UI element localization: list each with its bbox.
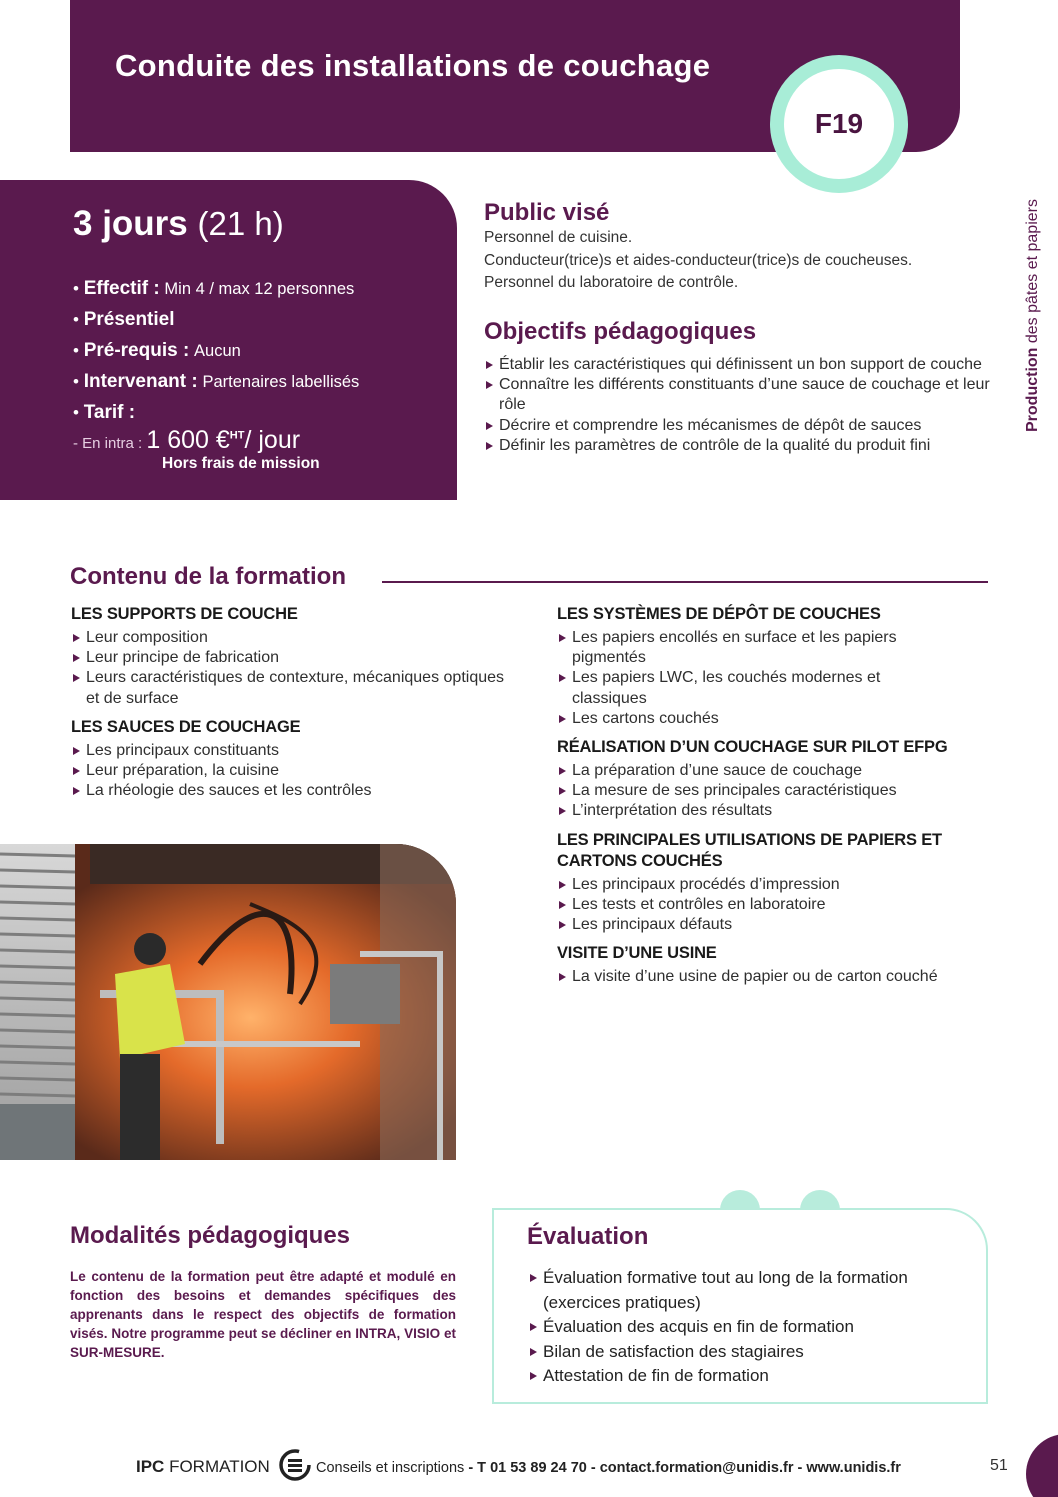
contenu-item: Les principaux procédés d’impression (557, 875, 992, 895)
contenu-item: La préparation d’une sauce de couchage (557, 761, 992, 781)
contenu-heading: RÉALISATION D’UN COUCHAGE SUR PILOT EFPG (557, 738, 948, 757)
contenu-block (557, 737, 992, 822)
info-prerequis: • Pré-requis : Aucun (73, 340, 241, 361)
contenu-heading: VISITE D’UNE USINE (557, 944, 717, 963)
contenu-item: Les tests et contrôles en laboratoire (557, 895, 992, 915)
contenu-item: Leurs caractéristiques de contexture, mécaniques optiques et de surface (71, 668, 511, 708)
ipc-logo-icon (278, 1448, 312, 1482)
side-label-rest: des pâtes et papiers (1024, 199, 1041, 348)
contenu-list (557, 761, 992, 822)
course-code-badge (770, 55, 908, 193)
duration-hours: (21 h) (197, 205, 284, 242)
price-value: 1 600 € (146, 426, 230, 454)
contenu-block (71, 717, 511, 802)
contenu-item: Leur composition (71, 628, 511, 648)
objectif-item: Connaître les différents constituants d’une sauce de couchage et leur rôle (484, 375, 994, 415)
evaluation-item: Évaluation formative tout au long de la formation (exercices pratiques) (526, 1266, 966, 1315)
contenu-heading: LES SAUCES DE COUCHAGE (71, 717, 301, 736)
contenu-item: Les papiers encollés en surface et les papiers pigmentés (557, 628, 957, 668)
price-unit: / jour (244, 426, 301, 454)
public-text (484, 227, 912, 295)
evaluation-item: Bilan de satisfaction des stagiaires (526, 1340, 966, 1365)
objectifs-title: Objectifs pédagogiques (484, 318, 757, 345)
contenu-block (557, 830, 992, 936)
duration-days: 3 jours (73, 204, 188, 243)
contenu-heading: LES PRINCIPALES UTILISATIONS DE PAPIERS ET CARTONS COUCHÉS (557, 830, 942, 870)
public-title: Public visé (484, 199, 610, 226)
contenu-item: La visite d’une usine de papier ou de carton couché (557, 967, 992, 987)
factory-photo (0, 844, 456, 1160)
effectif-value: Min 4 / max 12 personnes (164, 280, 355, 298)
contenu-item: Les principaux constituants (71, 741, 511, 761)
intervenant-value: Partenaires labellisés (202, 373, 360, 391)
tarif-label: Tarif : (83, 402, 136, 423)
contenu-left-column (71, 604, 511, 809)
contenu-heading: LES SYSTÈMES DE DÉPÔT DE COUCHES (557, 605, 881, 623)
intra-price-row (73, 426, 300, 455)
objectif-item: Décrire et comprendre les mécanismes de dépôt de sauces (484, 416, 994, 436)
contenu-item: Les cartons couchés (557, 709, 957, 729)
contenu-item: La mesure de ses principales caractéristiques (557, 781, 992, 801)
contenu-divider (382, 581, 988, 583)
info-effectif: • Effectif : Min 4 / max 12 personnes (73, 278, 355, 299)
brand-bold: IPC (136, 1457, 165, 1476)
contenu-item: Leur préparation, la cuisine (71, 761, 511, 781)
contact-details: - T 01 53 89 24 70 - contact.formation@unidis.fr - www.unidis.fr (468, 1460, 901, 1476)
prerequis-label: Pré-requis : (83, 340, 190, 361)
footer (0, 1446, 1058, 1486)
prerequis-value: Aucun (194, 342, 241, 360)
contenu-item: L’interprétation des résultats (557, 801, 992, 821)
modalites-text: Le contenu de la formation peut être adapté et modulé en fonction des besoins et demandes spécifiques des apprenants dans le respect des objectifs de formation visés. Notre programme peut se décliner en INTRA, VISIO et SUR-MESURE. (70, 1269, 456, 1360)
info-tarif: • Tarif : (73, 402, 136, 423)
duration (73, 204, 284, 244)
objectifs-list (484, 355, 994, 456)
contenu-right-column (557, 604, 992, 995)
public-line: Conducteur(trice)s et aides-conducteur(trice)s de coucheuses. (484, 251, 913, 269)
evaluation-title: Évaluation (527, 1223, 649, 1250)
info-box (0, 180, 457, 500)
presentiel-label: Présentiel (83, 309, 175, 330)
contact-prefix: Conseils et inscriptions (316, 1460, 465, 1476)
page-title: Conduite des installations de couchage (115, 48, 711, 83)
factory-photo-illustration (0, 844, 456, 1160)
contenu-heading: LES SUPPORTS DE COUCHE (71, 605, 298, 623)
side-label-bold: Production (1024, 347, 1041, 432)
contenu-title: Contenu de la formation (70, 563, 346, 590)
objectif-item: Définir les paramètres de contrôle de la qualité du produit fini (484, 436, 994, 456)
info-presentiel: • Présentiel (73, 309, 175, 330)
intervenant-label: Intervenant : (83, 371, 198, 392)
contenu-item: La rhéologie des sauces et les contrôles (71, 781, 511, 801)
contenu-list (557, 628, 957, 729)
contenu-item: Les papiers LWC, les couchés modernes et classiques (557, 668, 917, 708)
modalites-title: Modalités pédagogiques (70, 1222, 351, 1249)
intra-label: - En intra : (73, 435, 143, 452)
effectif-label: Effectif : (83, 278, 160, 299)
contenu-item: Leur principe de fabrication (71, 648, 511, 668)
contenu-list (557, 967, 992, 987)
contenu-item: Les principaux défauts (557, 915, 992, 935)
public-line: Personnel de cuisine. (484, 229, 633, 246)
contenu-list (71, 628, 511, 709)
evaluation-item: Attestation de fin de formation (526, 1364, 966, 1389)
evaluation-list (526, 1266, 966, 1389)
contenu-block (557, 604, 992, 729)
info-list (73, 276, 359, 431)
contenu-block (71, 604, 511, 709)
contenu-list (557, 875, 992, 936)
price (146, 426, 300, 454)
price-sup: HT (229, 429, 245, 442)
evaluation-item: Évaluation des acquis en fin de formation (526, 1315, 966, 1340)
brand-rest: FORMATION (169, 1457, 270, 1476)
contenu-block (557, 943, 992, 987)
section-side-label (1024, 142, 1042, 432)
objectif-item: Établir les caractéristiques qui définissent un bon support de couche (484, 355, 994, 375)
page-number: 51 (990, 1457, 1008, 1474)
contenu-list (71, 741, 511, 802)
corner-decoration (1026, 1434, 1058, 1497)
hors-frais: Hors frais de mission (162, 455, 320, 472)
info-intervenant: • Intervenant : Partenaires labellisés (73, 371, 360, 392)
public-line: Personnel du laboratoire de contrôle. (484, 274, 739, 291)
course-code: F19 (784, 69, 894, 179)
footer-contact (316, 1460, 901, 1476)
footer-brand (136, 1457, 270, 1477)
